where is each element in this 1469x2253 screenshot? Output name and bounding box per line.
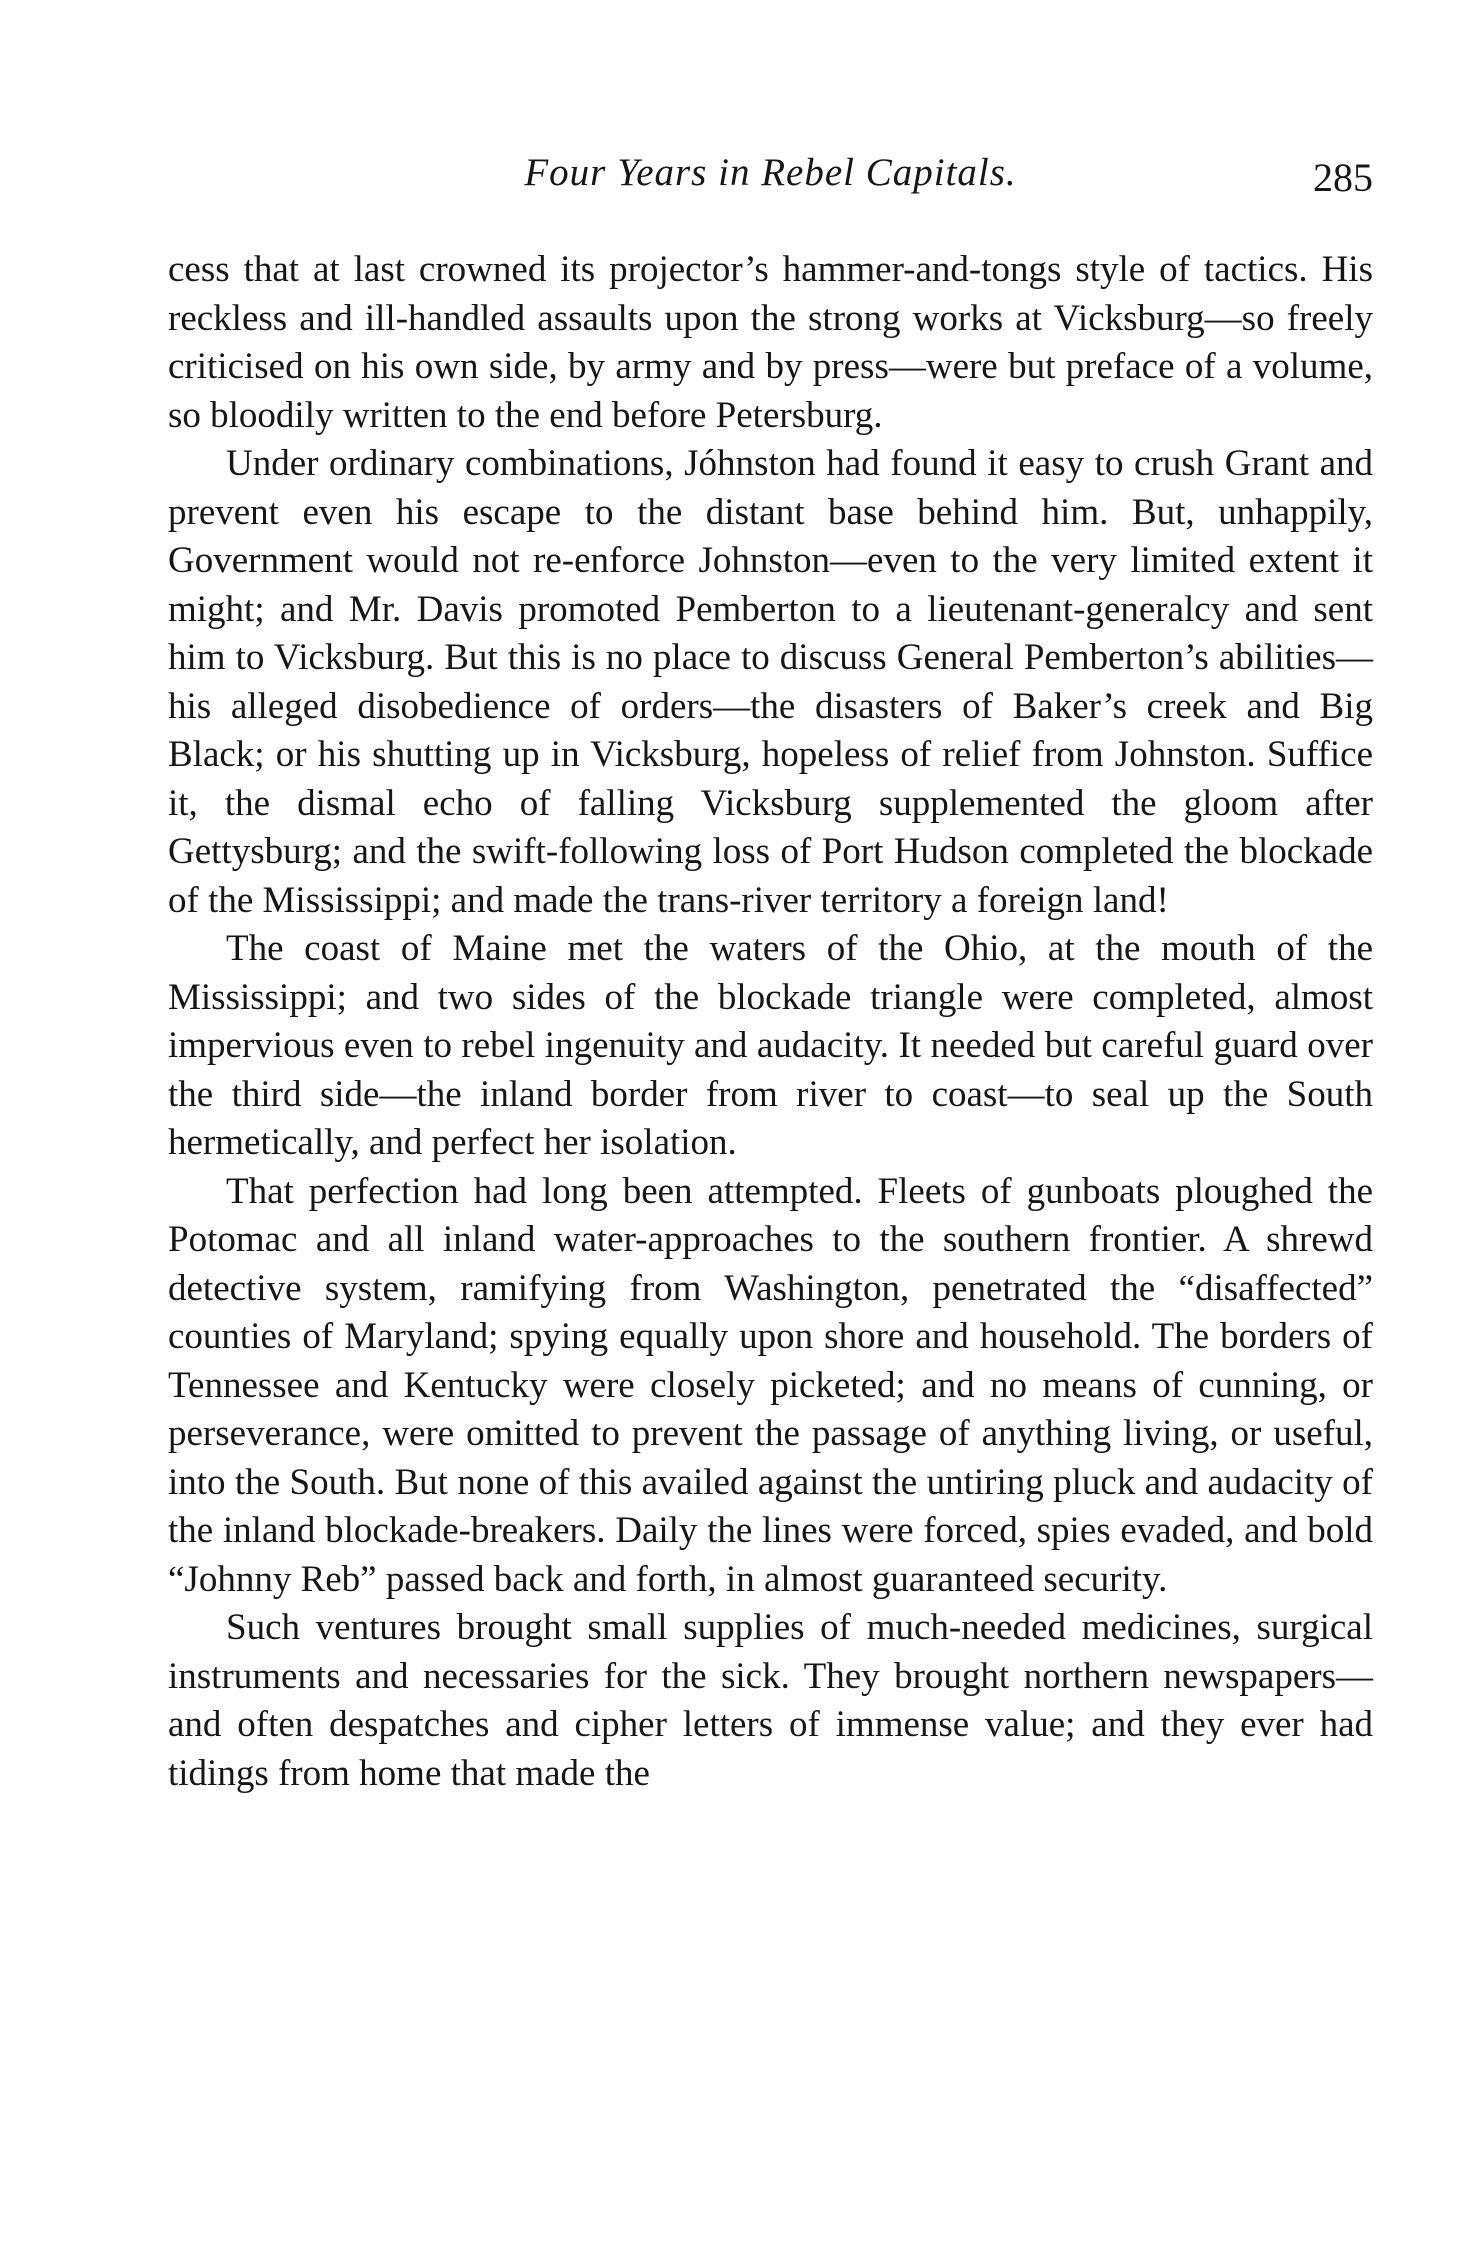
page-number: 285 <box>1313 155 1373 200</box>
running-title: Four Years in Rebel Capitals. <box>524 151 1017 194</box>
paragraph-perfection: That perfection had long been attempted. Fleets of gunboats ploughed the Potomac and all inland water-approaches to the southern frontier. A shrewd detective system, ramifying from Washington, penetrated the “disaffected” counties of Maryland; spying equally upon shore and household. The borders of Tennessee and Kentucky were closely picketed; and no means of cunning, or perseverance, were omitted to prevent the passage of anything living, or useful, into the South. But none of this availed against the untiring pluck and audacity of the inland blockade-breakers. Daily the lines were forced, spies evaded, and bold “Johnny Reb” passed back and forth, in almost guaranteed security. <box>168 1170 1373 1600</box>
paragraph-johnston: Under ordinary combinations, Jóhnston had found it easy to crush Grant and prevent even his escape to the distant base behind him. But, unhappily, Government would not re-enforce Johnston—even to the very limited extent it might; and Mr. Davis promoted Pemberton to a lieutenant-generalcy and sent him to Vicksburg. But this is no place to discuss General Pemberton’s abilities—his alleged disobedience of orders—the disasters of Baker’s creek and Big Black; or his shutting up in Vicksburg, hopeless of relief from Johnston. Suffice it, the dismal echo of falling Vicksburg supplemented the gloom after Gettysburg; and the swift-following loss of Port Hudson completed the blockade of the Mississippi; and made the trans-river territory a foreign land! <box>168 443 1373 921</box>
paragraph-continuation: cess that at last crowned its projector’s hammer-and-tongs style of tactics. His reckless and ill-handled assaults upon the strong works at Vicksburg—so freely criticised on his own side, by army and by press—were but preface of a volume, so bloodily written to the end before Petersburg. <box>168 249 1373 436</box>
body-text <box>168 246 1373 1798</box>
paragraph-coast-of-maine: The coast of Maine met the waters of the Ohio, at the mouth of the Mississippi; and two sides of the blockade triangle were completed, almost impervious even to rebel ingenuity and audacity. It needed but careful guard over the third side—the inland border from river to coast—to seal up the South hermetically, and perfect her isolation. <box>168 928 1373 1163</box>
paragraph-ventures: Such ventures brought small supplies of much-needed medicines, surgical instruments and necessaries for the sick. They brought northern newspapers—and often despatches and cipher letters of immense value; and they ever had tidings from home that made the <box>168 1607 1373 1794</box>
running-header <box>168 150 1373 210</box>
